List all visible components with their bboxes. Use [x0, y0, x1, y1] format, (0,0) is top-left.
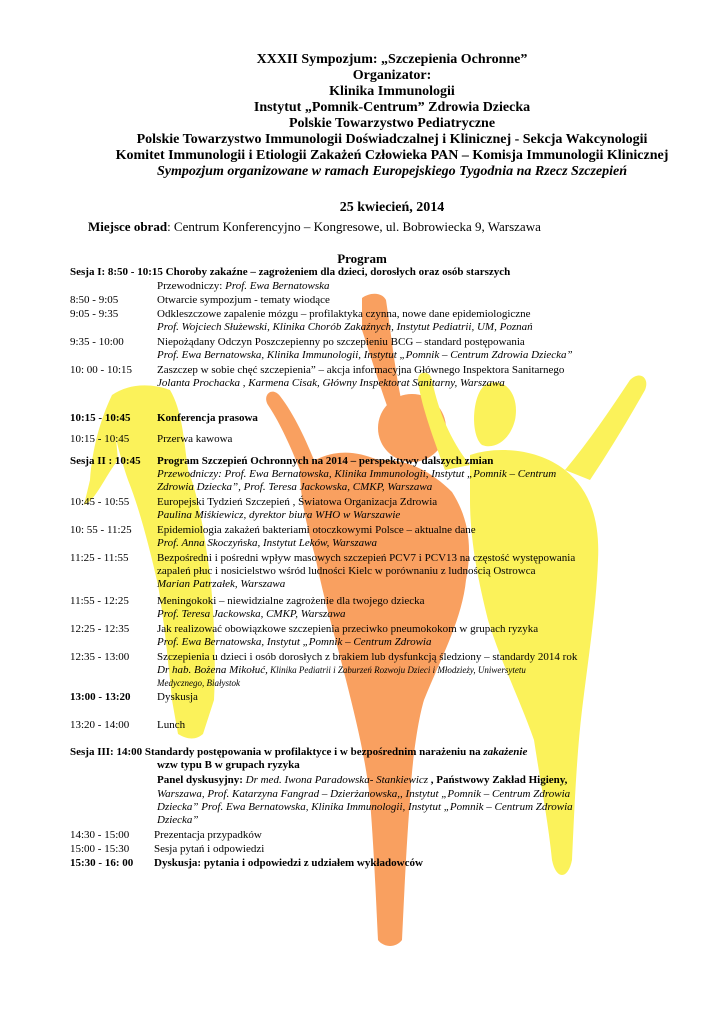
organizer-ptp: Polskie Towarzystwo Pediatryczne	[288, 116, 496, 131]
s2-item-6-speaker: Dr hab. Bożena Mikołuć, Klinika Pediatrii i Zaburzeń Rozwoju Dzieci i Młodzieży, Uniwersytetu	[157, 664, 526, 676]
discussion-label: Dyskusja	[157, 691, 198, 703]
s2-item-4-title: Meningokoki – niewidzialne zagrożenie dla twojego dziecka	[157, 595, 425, 607]
lunch-time: 13:20 - 14:00	[70, 719, 130, 731]
s2-item-4-time: 11:55 - 12:25	[70, 595, 129, 607]
s2-item-6-time: 12:35 - 13:00	[70, 651, 130, 663]
s1-item-4-speaker: Jolanta Prochacka , Karmena Cisak, Główny Inspektorat Sanitarny, Warszawa	[157, 377, 505, 389]
organizer-pan: Komitet Immunologii i Etiologii Zakażeń Człowieka PAN – Komisja Immunologii Klinicznej	[115, 148, 669, 163]
s2-item-5-speaker: Prof. Ewa Bernatowska, Instytut „Pomnik – Centrum Zdrowia	[157, 636, 432, 648]
s1-item-2-time: 9:05 - 9:35	[70, 308, 119, 320]
session-1-heading: Sesja I: 8:50 - 10:15 Choroby zakaźne – zagrożeniem dla dzieci, dorosłych oraz osób starszych	[70, 266, 511, 278]
venue-line	[88, 219, 541, 235]
s3-item-3-title: Dyskusja: pytania i odpowiedzi z udziałem wykładowców	[154, 857, 423, 869]
s3-item-2-time: 15:00 - 15:30	[70, 843, 130, 855]
s2-item-6-title: Szczepienia u dzieci i osób dorosłych z brakiem lub dysfunkcją śledziony – standardy 2014 rok	[157, 651, 578, 663]
s1-item-1-title: Otwarcie sympozjum - tematy wiodące	[157, 294, 330, 306]
coffee-label: Przerwa kawowa	[157, 433, 233, 445]
panel-line-2: Warszawa, Prof. Katarzyna Fangrad – Dzierżanowska,, Instytut „Pomnik – Centrum Zdrowia	[157, 788, 571, 800]
coffee-time: 10:15 - 10:45	[70, 433, 130, 445]
press-time: 10:15 - 10:45	[70, 412, 131, 424]
s3-item-1-time: 14:30 - 15:00	[70, 829, 130, 841]
s2-item-2-time: 10: 55 - 11:25	[70, 524, 132, 536]
s2-item-3-title: Bezpośredni i pośredni wpływ masowych szczepień PCV7 i PCV13 na częstość występowania	[157, 552, 576, 564]
organizer-clinic: Klinika Immunologii	[329, 84, 455, 99]
lunch-label: Lunch	[157, 719, 186, 731]
symposium-title: XXXII Sympozjum: „Szczepienia Ochronne”	[256, 52, 528, 67]
event-date: 25 kwiecień, 2014	[339, 200, 445, 215]
organizer-label: Organizator:	[352, 68, 432, 83]
session-2-title: Program Szczepień Ochronnych na 2014 – perspektywy dalszych zmian	[157, 455, 494, 467]
s2-item-4-speaker: Prof. Teresa Jackowska, CMKP, Warszawa	[157, 608, 346, 620]
session-3-heading: Sesja III: 14:00 Standardy postępowania w profilaktyce i w bezpośrednim narażeniu na zakażenie	[70, 746, 528, 758]
session-2-chair-2: Zdrowia Dziecka”, Prof. Teresa Jackowska, CMKP, Warszawa	[157, 481, 433, 493]
s1-item-3-title: Niepożądany Odczyn Poszczepienny po szczepieniu BCG – standard postępowania	[157, 336, 525, 348]
s2-item-3-time: 11:25 - 11:55	[70, 552, 129, 564]
venue-label: Miejsce obrad	[88, 219, 168, 234]
venue-text: : Centrum Konferencyjno – Kongresowe, ul. Bobrowiecka 9, Warszawa	[167, 219, 541, 234]
organizer-institute: Instytut „Pomnik-Centrum” Zdrowia Dziecka	[253, 100, 531, 115]
s2-item-5-title: Jak realizować obowiązkowe szczepienia przeciwko pneumokokom w grupach ryzyka	[157, 623, 539, 635]
s1-item-1-time: 8:50 - 9:05	[70, 294, 119, 306]
session-2-time: Sesja II : 10:45	[70, 455, 141, 467]
discussion-time: 13:00 - 13:20	[70, 691, 131, 703]
s2-item-1-time: 10:45 - 10:55	[70, 496, 130, 508]
s1-item-2-title: Odkleszczowe zapalenie mózgu – profilaktyka czynna, nowe dane epidemiologiczne	[157, 308, 531, 320]
panel-line-4: Dziecka”	[157, 814, 199, 826]
s3-item-3-time: 15:30 - 16: 00	[70, 857, 134, 869]
s1-item-3-time: 9:35 - 10:00	[70, 336, 124, 348]
s1-item-2-speaker: Prof. Wojciech Służewski, Klinika Chorób Zakaźnych, Instytut Pediatrii, UM, Poznań	[157, 321, 533, 333]
s2-item-6-speaker-cont: Medycznego, Białystok	[157, 678, 240, 688]
s1-item-4-title: Zaszczep w sobie chęć szczepienia” – akcja informacyjna Głównego Inspektora Sanitarnego	[157, 364, 565, 376]
panel-line-3: Dziecka” Prof. Ewa Bernatowska, Klinika Immunologii, Instytut „Pomnik – Centrum Zdrowia	[157, 801, 573, 813]
s2-item-2-title: Epidemiologia zakażeń bakteriami otoczkowymi Polsce – aktualne dane	[157, 524, 476, 536]
s2-item-3-speaker: Marian Patrzałek, Warszawa	[157, 578, 286, 590]
s2-item-2-speaker: Prof. Anna Skoczyńska, Instytut Leków, Warszawa	[157, 537, 377, 549]
session-2-chair-1: Przewodniczy: Prof. Ewa Bernatowska, Klinika Immunologii, Instytut „Pomnik – Centrum	[157, 468, 557, 480]
s1-item-4-time: 10: 00 - 10:15	[70, 364, 133, 376]
panel-line-1: Panel dyskusyjny: Dr med. Iwona Paradowska- Stankiewicz , Państwowy Zakład Higieny,	[157, 774, 568, 786]
session-1-chair: Przewodniczy: Prof. Ewa Bernatowska	[157, 280, 330, 292]
symposium-subtitle: Sympozjum organizowane w ramach Europejskiego Tygodnia na Rzecz Szczepień	[156, 164, 628, 179]
s2-item-1-speaker: Paulina Miśkiewicz, dyrektor biura WHO w Warszawie	[157, 509, 401, 521]
program-title: Program	[337, 251, 387, 266]
s3-item-2-title: Sesja pytań i odpowiedzi	[154, 843, 265, 855]
s3-item-1-title: Prezentacja przypadków	[154, 829, 262, 841]
session-3-heading-cont: wzw typu B w grupach ryzyka	[157, 759, 300, 771]
s2-item-3-title-cont: zapaleń płuc i nosicielstwo wśród ludności Kielc w porównaniu z ludnością Ostrowca	[157, 565, 536, 577]
s1-item-3-speaker: Prof. Ewa Bernatowska, Klinika Immunologii, Instytut „Pomnik – Centrum Zdrowia Dziecka”	[157, 349, 573, 361]
s2-item-5-time: 12:25 - 12:35	[70, 623, 130, 635]
press-label: Konferencja prasowa	[157, 412, 258, 424]
s2-item-1-title: Europejski Tydzień Szczepień , Światowa Organizacja Zdrowia	[157, 496, 438, 508]
organizer-ptidk: Polskie Towarzystwo Immunologii Doświadczalnej i Klinicznej - Sekcja Wakcynologii	[136, 132, 648, 147]
